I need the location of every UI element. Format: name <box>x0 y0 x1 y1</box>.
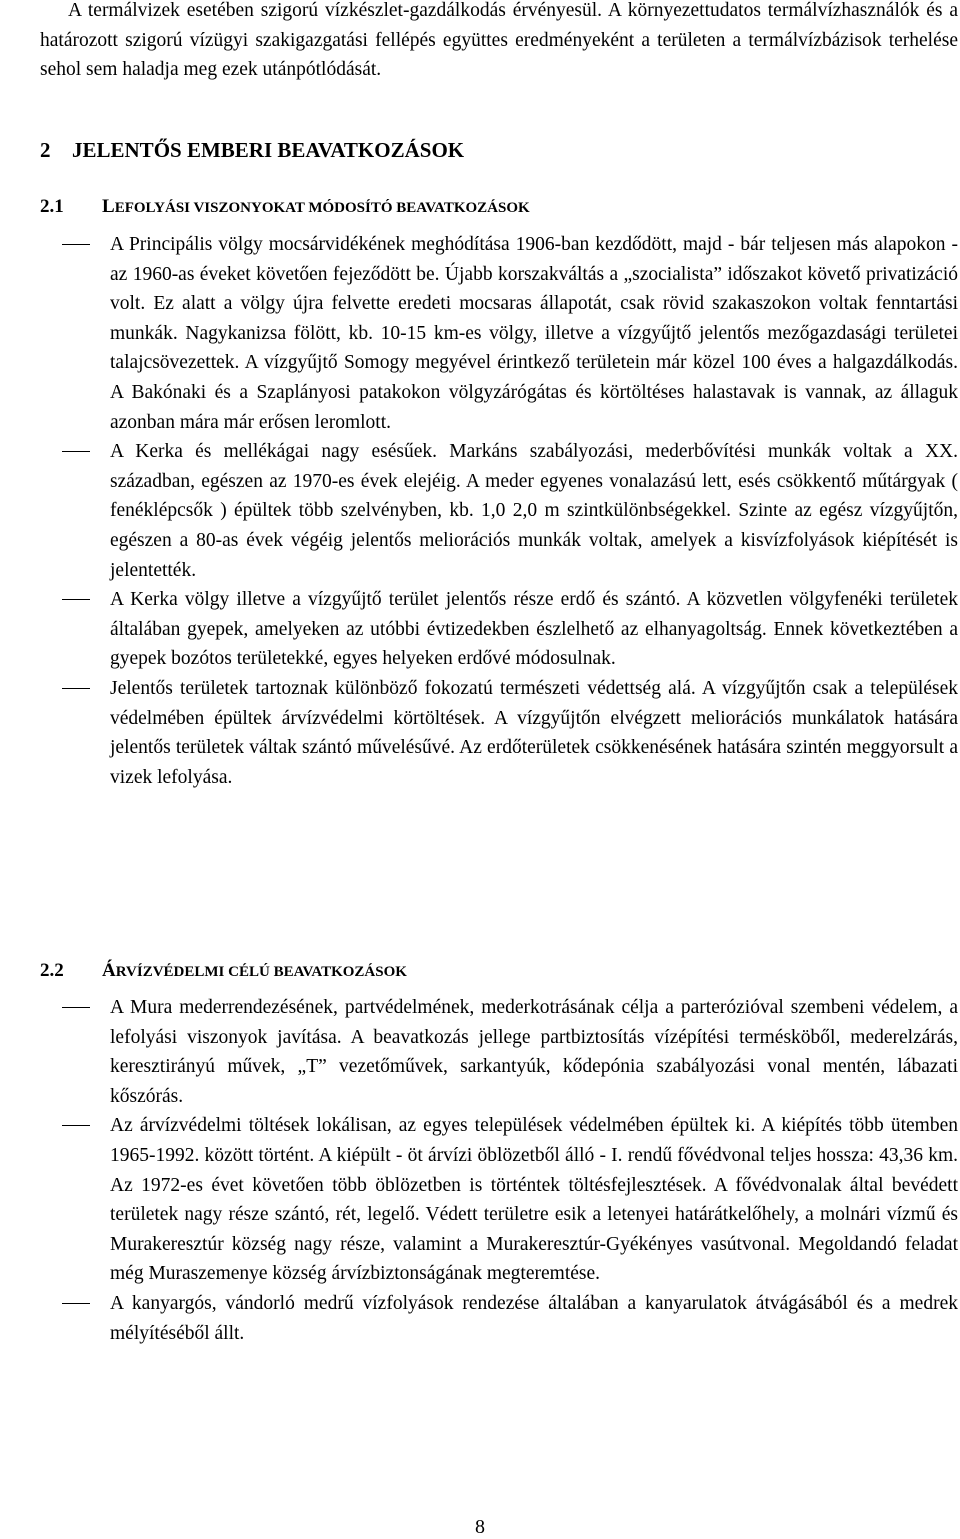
intro-paragraph: A termálvizek esetében szigorú vízkészlet-gazdálkodás érvényesül. A környezettudatos termálvízhasználók és a határozott szigorú vízügyi szakigazgatási fellépés együttes eredményeként a területen a termálvízbázisok terhelése sehol sem haladja meg ezek utánpótlódását. <box>40 0 958 81</box>
dash-bullet-icon <box>62 688 90 689</box>
list-item-text: A Principális völgy mocsárvidékének meghódítása 1906-ban kezdődött, majd - bár teljesen más alapokon - az 1960-as éveket követően fejeződött be. Újabb korszakváltás a „szocialista” időszakot követő privatizáció volt. Ez alatt a völgy újra felvette eredeti mocsaras állapotát, csak rövid szakaszokon voltak fenntartási munkák. Nagykanizsa fölött, kb. 10-15 km-es völgy, illetve a vízgyűjtő jelentős mezőgazdasági területei talajcsövezettek. A vízgyűjtő Somogy megyével érintkező területein már közel 100 éves a halgazdálkodás. A Bakónaki és a Szaplányosi patakokon völgyzárógátas és körtöltéses halastavak is vannak, az állaguk azonban mára már erősen leromlott. <box>110 234 958 433</box>
list-item-text: A Kerka és mellékágai nagy esésűek. Markáns szabályozási, mederbővítési munkák voltak a XX. században, egészen az 1970-es évek elejéig. A meder egyenes vonalazású lett, esés csökkentő műtárgyak ( fenéklépcsők ) épültek több szelvényben, kb. 1,0 2,0 m szintkülönbségekkel. Szinte az egész vízgyűjtőn, egészen a 80-as évek végéig jelentős meliorációs munkák voltak, amelyek a kisvízfolyások kiépítését is jelentették. <box>110 441 958 581</box>
chapter-title: JELENTŐS EMBERI BEAVATKOZÁSOK <box>72 138 465 162</box>
section-title-initial: L <box>102 196 115 217</box>
section-heading-2-1 <box>40 194 530 221</box>
list-item <box>40 674 958 792</box>
page-number: 8 <box>475 1516 485 1538</box>
list-item <box>40 437 958 585</box>
dash-bullet-icon <box>62 451 90 452</box>
section-title-rest: RVÍZVÉDELMI CÉLÚ BEAVATKOZÁSOK <box>115 964 407 980</box>
section-title-initial: Á <box>102 960 116 981</box>
list-item-text: Jelentős területek tartoznak különböző fokozatú természeti védettség alá. A vízgyűjtőn csak a települések védelmében épültek árvízvédelmi körtöltések. A vízgyűjtőn elvégzett meliorációs munkálatok hatására jelentős területek váltak szántó művelésűvé. Az erdőterületek csökkenésének hatására szintén meggyorsult a vizek lefolyása. <box>110 677 958 788</box>
section-title-rest: EFOLYÁSI VISZONYOKAT MÓDOSÍTÓ BEAVATKOZÁSOK <box>114 200 530 216</box>
list-item-text: Az árvízvédelmi töltések lokálisan, az egyes települések védelmében épültek ki. A kiépítés több ütemben 1965-1992. között történt. A kiépült - öt árvízi öblözetből álló - I. rendű fővédvonal teljes hossza: 43,36 km. Az 1972-es évet követően több öblözetben is történtek töltésfejlesztések. A fővédvonalak által bevédett területek nagy része szántó, rét, legelő. Védett területre esik a letenyei határátkelőhely, a molnári vízmű és Murakeresztúr község nagy része, valamint a Murakeresztúr-Gyékényes vasútvonal. Megoldandó feladat még Muraszemenye község árvízbiztonságának megteremtése. <box>110 1115 958 1285</box>
list-item <box>40 585 958 674</box>
list-item <box>40 1289 958 1348</box>
section-2-2-list <box>40 993 958 1348</box>
section-number: 2.1 <box>40 196 64 217</box>
chapter-heading <box>40 136 464 164</box>
dash-bullet-icon <box>62 599 90 600</box>
section-number: 2.2 <box>40 960 64 981</box>
list-item <box>40 993 958 1111</box>
section-2-1-list <box>40 230 958 792</box>
dash-bullet-icon <box>62 244 90 245</box>
list-item-text: A Mura mederrendezésének, partvédelmének, mederkotrásának célja a parterózióval szembeni védelem, a lefolyási viszonyok javítása. A beavatkozás jellege partbiztosítás vízépítési termésköből, mederelzárás, keresztirányú művek, „T” vezetőművek, sarkantyúk, kődepónia szabályozási vonal mentén, lábazati kőszórás. <box>110 997 958 1107</box>
section-heading-2-2 <box>40 958 407 985</box>
dash-bullet-icon <box>62 1125 90 1126</box>
list-item-text: A kanyargós, vándorló medrű vízfolyások rendezése általában a kanyarulatok átvágásából és a medrek mélyítéséből állt. <box>110 1292 958 1344</box>
dash-bullet-icon <box>62 1007 90 1008</box>
list-item-text: A Kerka völgy illetve a vízgyűjtő terület jelentős része erdő és szántó. A közvetlen völgyfenéki területek általában gyepek, amelyeken az utóbbi évtizedekben észlelhető az elhanyagoltság. Ennek következtében a gyepek bozótos területekké, egyes helyeken erdővé módosulnak. <box>110 589 958 670</box>
dash-bullet-icon <box>62 1303 90 1304</box>
list-item <box>40 230 958 437</box>
list-item <box>40 1111 958 1289</box>
chapter-number: 2 <box>40 138 51 162</box>
